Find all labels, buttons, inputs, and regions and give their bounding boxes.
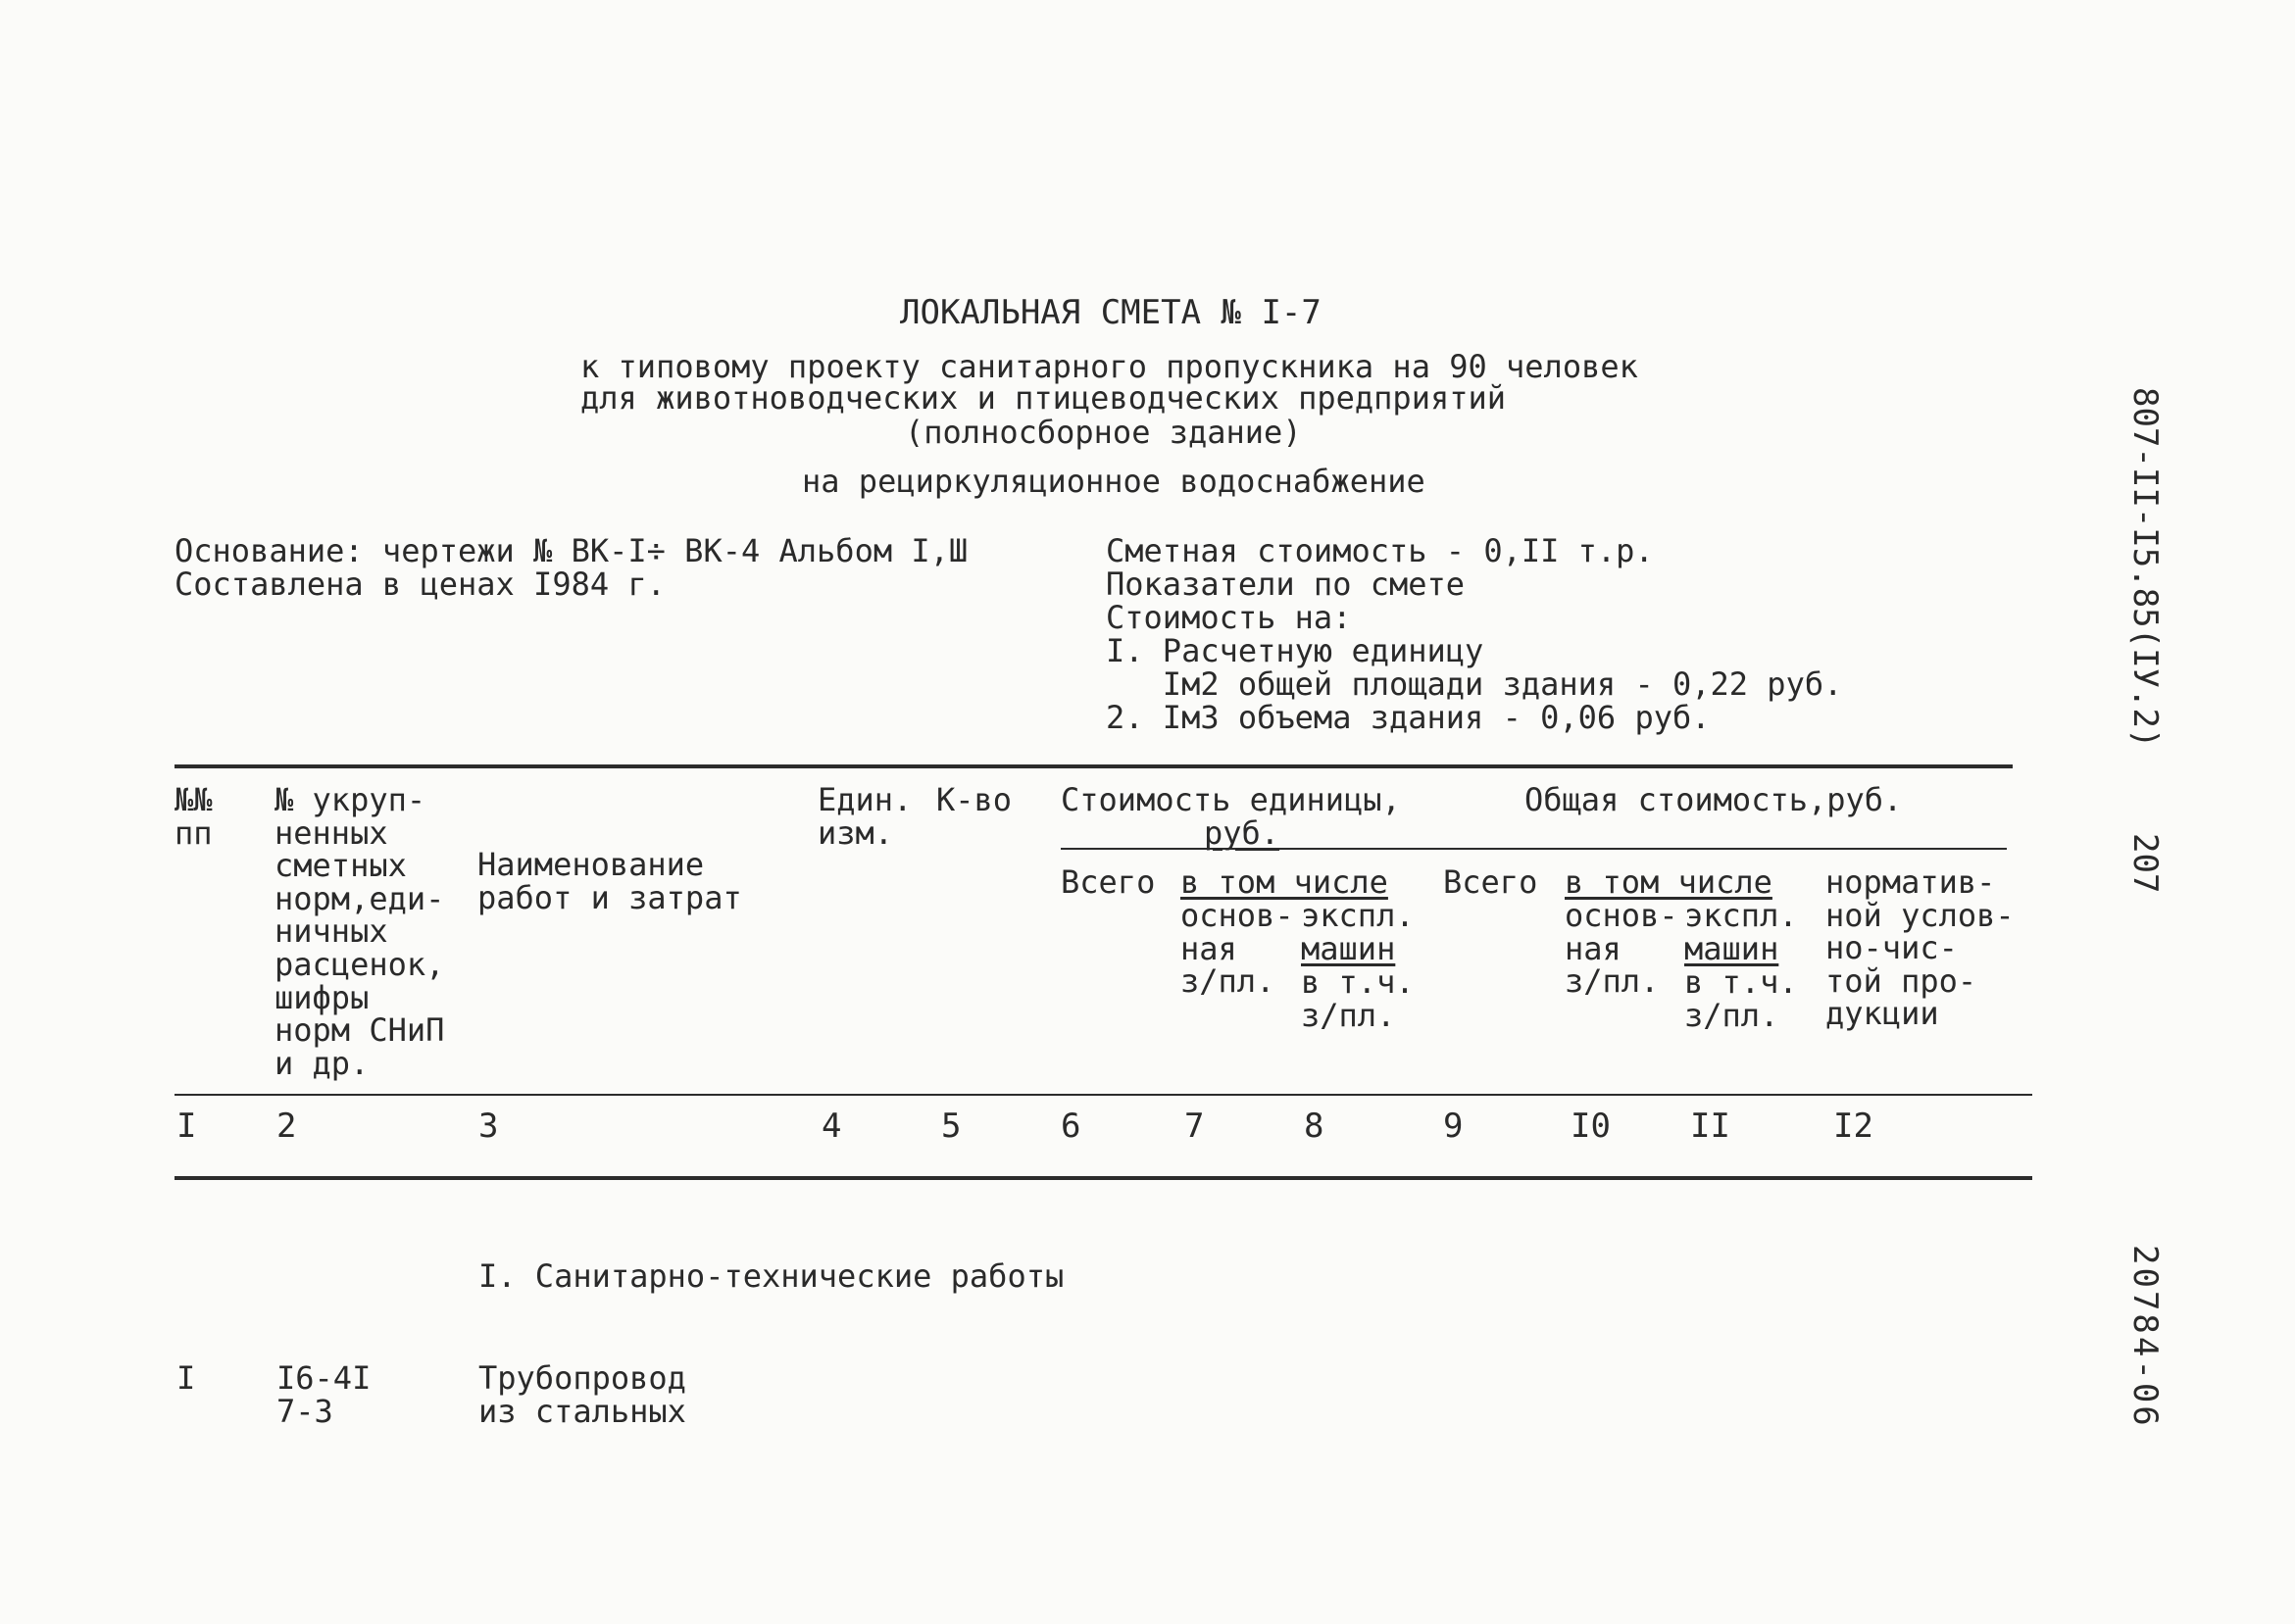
document-number: 20784-06 bbox=[2125, 1245, 2165, 1429]
header-work-name: Наименование работ и затрат bbox=[477, 846, 742, 916]
header-unit-machines: машин bbox=[1301, 930, 1396, 967]
col-number: 5 bbox=[941, 1107, 962, 1146]
header-unit-incl: в том числе bbox=[1180, 863, 1388, 901]
col-number: 4 bbox=[822, 1107, 842, 1146]
project-code: 807-II-I5.85(IУ.2) bbox=[2125, 387, 2165, 749]
header-norm-codes: № укруп- ненных сметных норм,еди- ничных расценок, шифры норм СНиП и др. bbox=[274, 781, 445, 1082]
row-norm-code: I6-4I 7-3 bbox=[276, 1359, 372, 1430]
header-bottom-rule bbox=[175, 1094, 2032, 1096]
header-total-expl: экспл. bbox=[1684, 897, 1798, 934]
header-row-number: №№ пп bbox=[175, 781, 213, 852]
col-number: 7 bbox=[1184, 1107, 1205, 1146]
document-title: ЛОКАЛЬНАЯ СМЕТА № I-7 bbox=[900, 293, 1322, 332]
col-number: II bbox=[1690, 1107, 1730, 1146]
page-number: 207 bbox=[2125, 833, 2165, 894]
subtitle-line-2: для животноводческих и птицеводческих предприятий bbox=[580, 379, 1507, 417]
col-number: I bbox=[176, 1107, 197, 1146]
table-top-rule bbox=[175, 764, 2013, 768]
summary-line-4: I. Расчетную единицу bbox=[1106, 632, 1484, 669]
header-unit-cost: Стоимость единицы, bbox=[1061, 781, 1401, 818]
header-unit-incl-wage: в т.ч. з/пл. bbox=[1301, 963, 1415, 1034]
col-number: 3 bbox=[478, 1107, 499, 1146]
summary-line-2: Показатели по смете bbox=[1106, 566, 1466, 603]
header-unit-total: Всего bbox=[1061, 863, 1156, 901]
subtitle-line-1: к типовому проекту санитарного пропускника на 90 человек bbox=[580, 348, 1638, 385]
header-normative-product: норматив- ной услов- но-чис- той про- дукции bbox=[1825, 863, 2015, 1033]
col-number: I0 bbox=[1571, 1107, 1611, 1146]
header-total-incl-wage: в т.ч. з/пл. bbox=[1684, 963, 1798, 1034]
col-number: 6 bbox=[1061, 1107, 1081, 1146]
header-total-incl: в том числе bbox=[1565, 863, 1772, 901]
header-unit-cost-rub: руб. bbox=[1204, 814, 1280, 852]
summary-line-1: Сметная стоимость - 0,II т.р. bbox=[1106, 532, 1654, 569]
col-number: 9 bbox=[1443, 1107, 1464, 1146]
summary-line-6: 2. Iм3 объема здания - 0,06 руб. bbox=[1106, 699, 1711, 736]
header-total-machines: машин bbox=[1684, 930, 1779, 967]
col-number: I2 bbox=[1833, 1107, 1873, 1146]
header-unit-expl: экспл. bbox=[1301, 897, 1415, 934]
section-heading: I. Санитарно-технические работы bbox=[478, 1257, 1065, 1295]
summary-line-3: Стоимость на: bbox=[1106, 599, 1352, 636]
subtitle-line-3: (полносборное здание) bbox=[905, 414, 1302, 451]
basis-line-2: Составлена в ценах I984 г. bbox=[175, 566, 666, 603]
basis-line-1: Основание: чертежи № ВК-I÷ ВК-4 Альбом I,Ш bbox=[175, 532, 969, 569]
row-work-name: Трубопровод из стальных bbox=[478, 1359, 686, 1430]
header-total-cost: Общая стоимость,руб. bbox=[1524, 781, 1903, 818]
header-unit: Един. изм. bbox=[818, 781, 913, 852]
col-number: 2 bbox=[276, 1107, 297, 1146]
purpose-line: на рециркуляционное водоснабжение bbox=[802, 463, 1425, 500]
header-total-all: Всего bbox=[1443, 863, 1538, 901]
header-total-basic-wage: основ- ная з/пл. bbox=[1565, 897, 1678, 1001]
header-quantity: К-во bbox=[936, 781, 1013, 818]
row-number: I bbox=[176, 1359, 196, 1397]
col-number: 8 bbox=[1304, 1107, 1324, 1146]
numbers-bottom-rule bbox=[175, 1176, 2032, 1180]
unit-cost-underline bbox=[1061, 848, 2007, 850]
header-unit-basic-wage: основ- ная з/пл. bbox=[1180, 897, 1294, 1001]
summary-line-5: Iм2 общей площади здания - 0,22 руб. bbox=[1106, 665, 1843, 703]
